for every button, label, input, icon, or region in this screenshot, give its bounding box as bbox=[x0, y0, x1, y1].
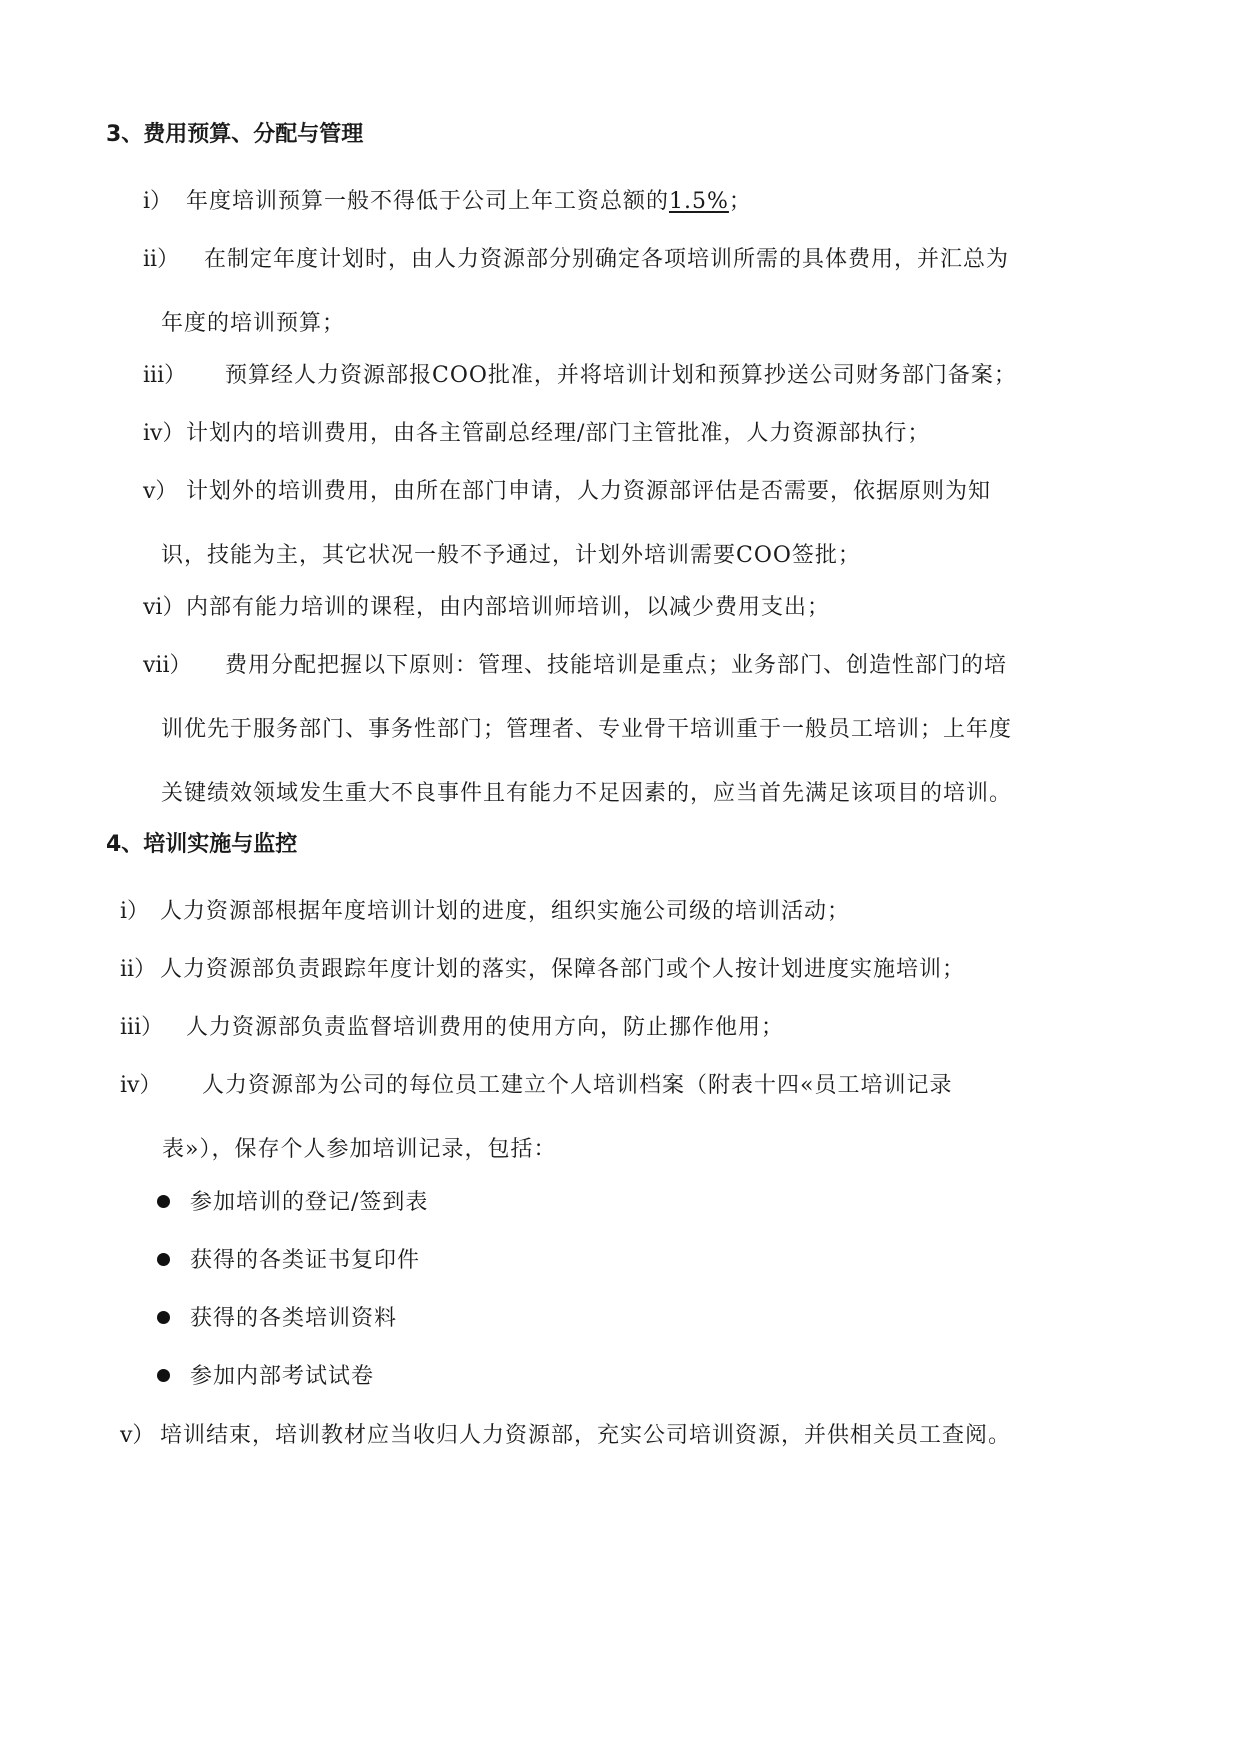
item-marker: v） bbox=[120, 1423, 155, 1448]
item-text bbox=[143, 170, 1013, 234]
item-marker: i） bbox=[143, 189, 173, 214]
item-text: 计划内的培训费用，由各主管副总经理/部门主管批准，人力资源部执行； bbox=[186, 421, 931, 446]
bullet-dot-icon bbox=[157, 1369, 170, 1382]
list-item bbox=[143, 460, 1013, 588]
item-text: 人力资源部为公司的每位员工建立个人培训档案（附表十四«员工培训记录表»），保存个人参加培训记录，包括： bbox=[162, 1073, 953, 1162]
list-item bbox=[143, 170, 1013, 234]
list-item bbox=[120, 938, 1013, 1002]
list-item bbox=[120, 880, 1013, 944]
list-item bbox=[120, 1054, 1013, 1182]
item-marker: ii） bbox=[120, 957, 157, 982]
item-marker: iii） bbox=[120, 1015, 164, 1040]
list-item bbox=[143, 344, 1017, 408]
bullet-item bbox=[157, 1246, 420, 1276]
bullet-item bbox=[157, 1304, 397, 1334]
item-text: 计划外的培训费用，由所在部门申请，人力资源部评估是否需要，依据原则为知识，技能为主，其它状况一般不予通过，计划外培训需要COO签批； bbox=[161, 479, 992, 568]
list-item bbox=[143, 634, 1013, 826]
item-marker: v） bbox=[143, 479, 178, 504]
bullet-item bbox=[157, 1362, 374, 1392]
item-marker: iv） bbox=[143, 421, 185, 446]
item-text: 预算经人力资源部报COO批准，并将培训计划和预算抄送公司财务部门备案； bbox=[225, 363, 1017, 388]
item-text: 人力资源部负责跟踪年度计划的落实，保障各部门或个人按计划进度实施培训； bbox=[160, 957, 966, 982]
bullet-dot-icon bbox=[157, 1311, 170, 1324]
list-item bbox=[143, 402, 1013, 466]
list-item bbox=[143, 576, 1013, 640]
item-marker: vii） bbox=[143, 653, 192, 678]
item-marker: ii） bbox=[143, 247, 180, 272]
list-item bbox=[143, 228, 1013, 356]
bullet-text: 获得的各类证书复印件 bbox=[190, 1248, 421, 1273]
list-item bbox=[120, 1404, 1013, 1468]
bullet-dot-icon bbox=[157, 1253, 170, 1266]
item-text-after: ； bbox=[728, 189, 752, 214]
item-text: 在制定年度计划时，由人力资源部分别确定各项培训所需的具体费用，并汇总为年度的培训预算； bbox=[161, 247, 1010, 336]
item-marker: i） bbox=[120, 899, 150, 924]
bullet-dot-icon bbox=[157, 1195, 170, 1208]
item-text-before: 年度培训预算一般不得低于公司上年工资总额的 bbox=[186, 189, 670, 214]
bullet-text: 参加内部考试试卷 bbox=[190, 1364, 375, 1389]
section-heading-budget: 3、费用预算、分配与管理 bbox=[106, 122, 364, 147]
item-text: 培训结束，培训教材应当收归人力资源部，充实公司培训资源，并供相关员工查阅。 bbox=[160, 1423, 1012, 1448]
item-text: 人力资源部负责监督培训费用的使用方向，防止挪作他用； bbox=[186, 1015, 785, 1040]
item-text: 费用分配把握以下原则：管理、技能培训是重点；业务部门、创造性部门的培训优先于服务部门、事务性部门；管理者、专业骨干培训重于一般员工培训；上年度关键绩效领域发生重大不良事件且有能力不足因素的，应当首先满足该项目的培训。 bbox=[161, 653, 1013, 806]
item-text: 人力资源部根据年度培训计划的进度，组织实施公司级的培训活动； bbox=[160, 899, 851, 924]
item-text: 内部有能力培训的课程，由内部培训师培训，以减少费用支出； bbox=[186, 595, 831, 620]
item-marker: vi） bbox=[143, 595, 185, 620]
bullet-text: 参加培训的登记/签到表 bbox=[190, 1190, 429, 1215]
bullet-text: 获得的各类培训资料 bbox=[190, 1306, 398, 1331]
item-marker: iv） bbox=[120, 1073, 162, 1098]
list-item bbox=[120, 996, 1013, 1060]
bullet-item bbox=[157, 1188, 428, 1218]
section-heading-implementation: 4、培训实施与监控 bbox=[106, 832, 298, 857]
underlined-percentage: 1.5% bbox=[669, 189, 729, 214]
item-marker: iii） bbox=[143, 363, 187, 388]
